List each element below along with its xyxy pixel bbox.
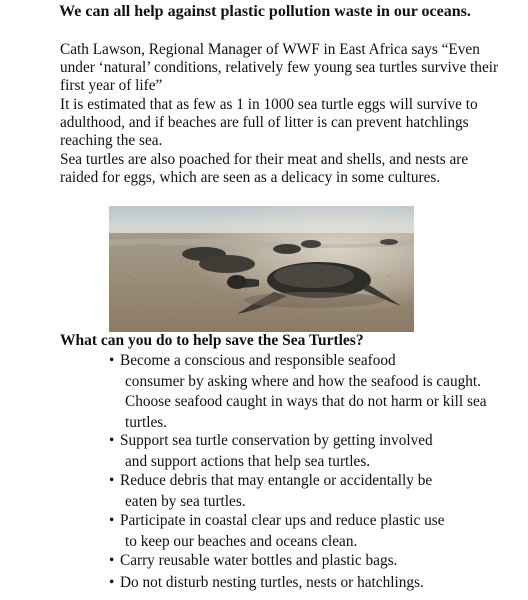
list-item-text: Do not disturb nesting turtles, nests or hatchlings. — [120, 574, 424, 591]
section-heading: What can you do to help save the Sea Turtles? — [60, 332, 364, 349]
list-item-text: Participate in coastal clear ups and reduce plastic use — [120, 512, 445, 529]
quote-paragraph: Cath Lawson, Regional Manager of WWF in East Africa says “Even under ‘natural’ conditions, relatively few young sea turtles survive their first year of life” — [60, 41, 499, 95]
list-item — [109, 551, 489, 572]
list-item — [109, 431, 489, 472]
list-item-text-continued: eaten by sea turtles. — [125, 492, 246, 510]
bullet-icon: • — [109, 352, 115, 369]
list-item — [109, 351, 489, 433]
bullet-icon: • — [109, 432, 115, 449]
list-item — [109, 471, 489, 512]
poaching-paragraph: Sea turtles are also poached for their meat and shells, and nests are raided for eggs, which are seen as a delicacy in some cultures. — [60, 151, 469, 187]
bullet-icon: • — [109, 512, 115, 529]
list-item-text: Carry reusable water bottles and plastic bags. — [120, 552, 398, 569]
list-item-text: Become a conscious and responsible seafood — [120, 352, 396, 369]
bullet-icon: • — [109, 574, 115, 591]
bullet-icon: • — [109, 552, 115, 569]
list-item-text-continued: and support actions that help sea turtles. — [125, 452, 371, 470]
list-item — [109, 573, 489, 594]
list-item-text-continued: to keep our beaches and oceans clean. — [125, 532, 358, 550]
list-item — [109, 511, 489, 552]
list-item-text: Support sea turtle conservation by getting involved — [120, 432, 433, 449]
bullet-icon: • — [109, 472, 115, 489]
page-title: We can all help against plastic pollution waste in our oceans. — [59, 3, 471, 20]
survival-paragraph: It is estimated that as few as 1 in 1000 sea turtle eggs will survive to adulthood, and if beaches are full of litter is can prevent hatchlings reaching the sea. — [60, 96, 478, 150]
list-item-text-continued: consumer by asking where and how the seafood is caught. Choose seafood caught in ways that do not harm or kill sea turtles. — [125, 372, 487, 431]
list-item-text: Reduce debris that may entangle or accidentally be — [120, 472, 433, 489]
